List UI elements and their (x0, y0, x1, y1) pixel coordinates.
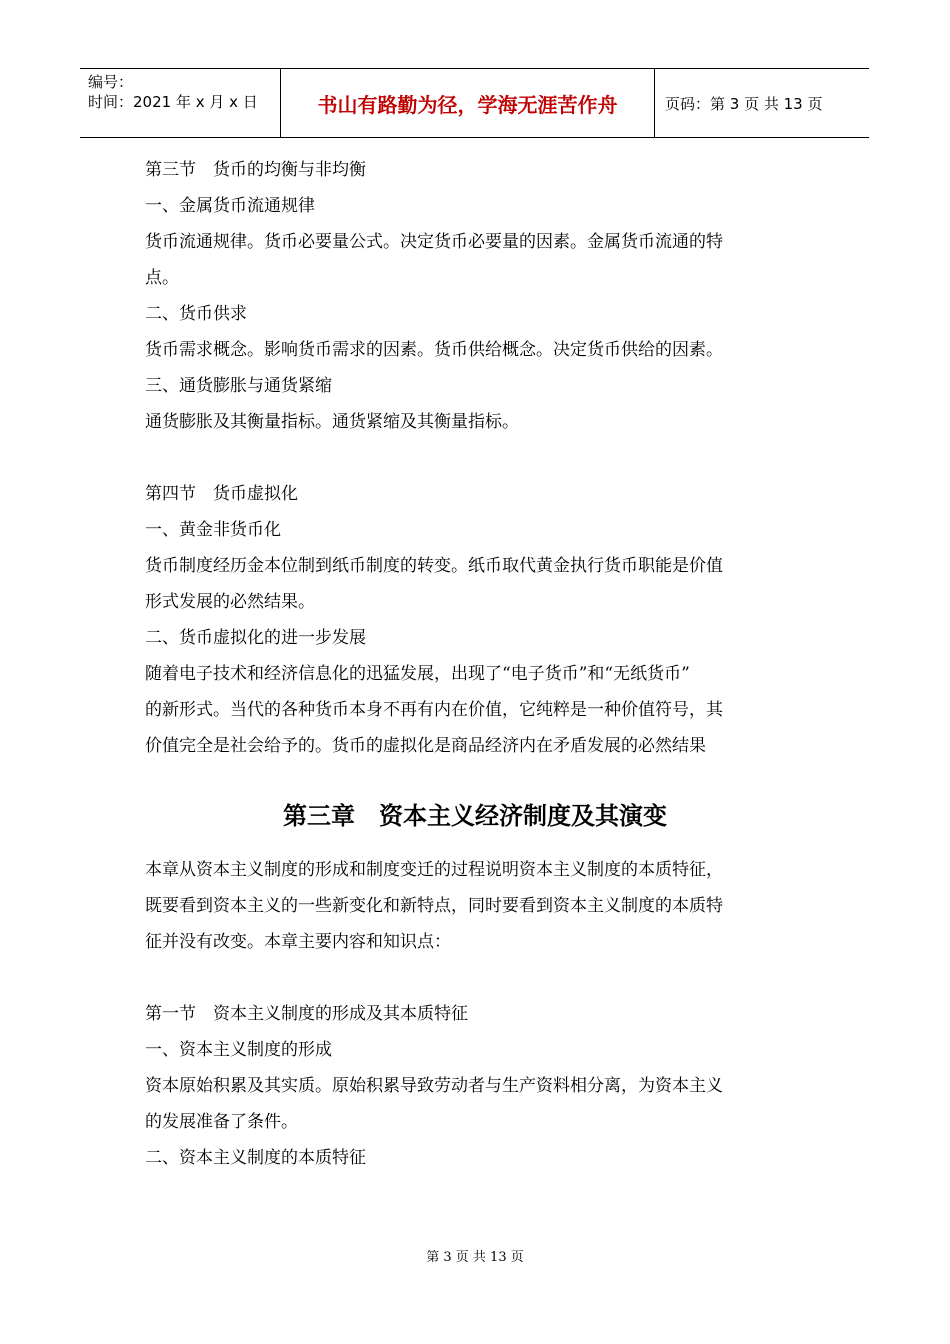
paragraph-line: 既要看到资本主义的一些新变化和新特点，同时要看到资本主义制度的本质特 (145, 896, 723, 916)
paragraph-line: 的新形式。当代的各种货币本身不再有内在价值，它纯粹是一种价值符号，其 (145, 700, 723, 720)
paragraph-line: 价值完全是社会给予的。货币的虚拟化是商品经济内在矛盾发展的必然结果 (145, 736, 706, 756)
header-page-info: 页码：第 3 页 共 13 页 (665, 94, 823, 113)
section-heading: 第三节 货币的均衡与非均衡 (145, 160, 366, 180)
blank-line (145, 440, 805, 476)
paragraph-line: 征并没有改变。本章主要内容和知识点： (145, 932, 451, 952)
paragraph-line: 的发展准备了条件。 (145, 1112, 298, 1132)
doc-number-label: 编号： (88, 73, 134, 91)
page-header (80, 68, 869, 138)
paragraph-line: 资本原始积累及其实质。原始积累导致劳动者与生产资料相分离，为资本主义 (145, 1076, 723, 1096)
paragraph-line: 随着电子技术和经济信息化的迅猛发展，出现了“电子货币”和“无纸货币” (145, 664, 690, 684)
header-motto: 书山有路勤为径，学海无涯苦作舟 (281, 69, 655, 137)
paragraph-line: 货币流通规律。货币必要量公式。决定货币必要量的因素。金属货币流通的特 (145, 232, 723, 252)
subsection-heading: 二、资本主义制度的本质特征 (145, 1148, 366, 1168)
page-footer: 第 3 页 共 13 页 (426, 1250, 524, 1265)
subsection-heading: 一、金属货币流通规律 (145, 196, 315, 216)
subsection-heading: 二、货币虚拟化的进一步发展 (145, 628, 366, 648)
subsection-heading: 三、通货膨胀与通货紧缩 (145, 376, 332, 396)
chapter-title: 第三章 资本主义经济制度及其演变 (283, 802, 667, 830)
paragraph-line: 形式发展的必然结果。 (145, 592, 315, 612)
paragraph-line: 本章从资本主义制度的形成和制度变迁的过程说明资本主义制度的本质特征， (145, 860, 723, 880)
subsection-heading: 一、资本主义制度的形成 (145, 1040, 332, 1060)
paragraph-line: 货币制度经历金本位制到纸币制度的转变。纸币取代黄金执行货币职能是价值 (145, 556, 723, 576)
section-heading: 第一节 资本主义制度的形成及其本质特征 (145, 1004, 468, 1024)
document-body (145, 152, 805, 1176)
header-meta (80, 69, 281, 137)
doc-time-label: 时间：2021 年 x 月 x 日 (88, 93, 258, 111)
paragraph-line: 点。 (145, 268, 179, 288)
section-heading: 第四节 货币虚拟化 (145, 484, 298, 504)
paragraph-line: 通货膨胀及其衡量指标。通货紧缩及其衡量指标。 (145, 412, 519, 432)
blank-line (145, 960, 805, 996)
paragraph-line: 货币需求概念。影响货币需求的因素。货币供给概念。决定货币供给的因素。 (145, 340, 723, 360)
subsection-heading: 二、货币供求 (145, 304, 247, 324)
subsection-heading: 一、黄金非货币化 (145, 520, 281, 540)
